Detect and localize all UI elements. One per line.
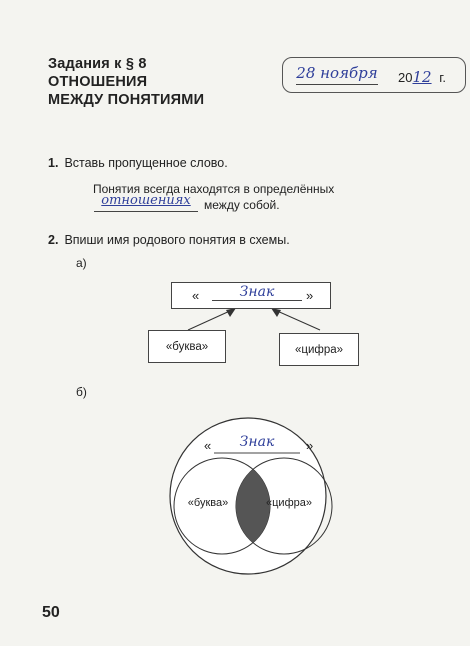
section-title: Задания к § 8 [48,56,147,72]
circle-letter-label: «буква» [187,497,229,509]
task1-number: 1. [48,156,59,170]
part-a-label: а) [76,256,87,270]
b-quote-open: « [204,438,212,453]
a-quote-close: » [306,288,314,303]
task1-line1: Понятия всегда находятся в определённых [93,182,335,196]
part-b-label: б) [76,385,87,399]
box-digit: «цифра» [279,333,359,366]
date-year-prefix: 20 [398,70,413,85]
date-year-suffix: г. [439,70,446,85]
task2-title: Впиши имя родового понятия в схемы. [64,233,290,247]
arrow-right-head [271,308,281,317]
arrow-left-line [188,310,232,330]
task1-line2-end: между собой. [204,198,280,212]
task1-title: Вставь пропущенное слово. [64,156,228,170]
a-answer[interactable]: Знак [212,284,302,301]
page-number: 50 [42,604,60,621]
arrow-right-line [275,310,320,330]
b-quote-close: » [306,438,314,453]
topic-title-line1: ОТНОШЕНИЯ [48,74,148,90]
a-quote-open: « [192,288,200,303]
topic-title-line2: МЕЖДУ ПОНЯТИЯМИ [48,92,205,108]
b-answer[interactable]: Знак [239,434,275,450]
date-day: 28 ноября [296,64,378,82]
arrow-left-head [226,308,236,317]
task1-answer: отношениях [101,193,191,208]
task2-number: 2. [48,233,59,247]
box-letter: «буква» [148,330,226,363]
date-year-hand: 12 [412,68,432,86]
circle-digit-label: «цифра» [266,497,312,509]
